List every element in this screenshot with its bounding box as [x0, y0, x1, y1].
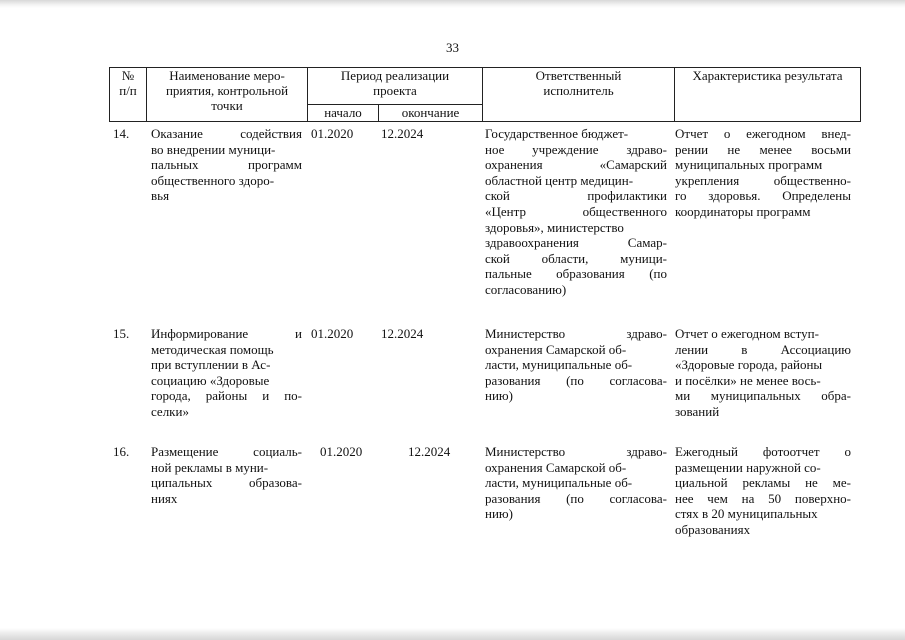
header-period: [308, 68, 483, 105]
row-result-line: зований: [675, 403, 720, 419]
row-responsible-line: ное учреждение здраво-: [485, 141, 667, 157]
row-name-line: ципальных образова-: [151, 475, 302, 491]
row-name-line: вья: [151, 188, 170, 204]
header-end: окончание: [379, 105, 483, 122]
header-num: [110, 68, 147, 122]
row-result-line: ми муниципальных обра-: [675, 388, 851, 404]
row-responsible-line: разования (по согласова-: [485, 372, 667, 388]
row-responsible-line: нию): [485, 506, 513, 522]
row-start: 01.2020: [320, 444, 363, 459]
row-name-line: Информирование и: [151, 326, 302, 341]
row-name-line: Оказание содействия: [151, 126, 302, 141]
row-result-line: муниципальных программ: [675, 157, 823, 173]
header-name: [147, 68, 308, 122]
row-responsible-line: Министерство здраво-: [485, 326, 667, 341]
row-result-line: размещении наружной со-: [675, 459, 821, 475]
row-result-line: Отчет о ежегодном внед-: [675, 126, 851, 141]
row-name-line: социацию «Здоровые: [151, 372, 270, 388]
row-responsible-line: пальные образования (по: [485, 266, 667, 282]
row-responsible-line: охранения Самарской об-: [485, 341, 627, 357]
header-name-line: приятия, контрольной: [165, 83, 289, 98]
row-result: [675, 126, 851, 220]
header-period-line: проекта: [373, 83, 417, 98]
row-name: [151, 326, 302, 420]
row-name-line: пальных программ: [151, 157, 302, 173]
row-responsible-line: областной центр медицин-: [485, 172, 634, 188]
row-result-line: циальной рекламы не ме-: [675, 475, 851, 491]
row-result: [675, 444, 851, 538]
row-responsible-line: согласованию): [485, 281, 567, 297]
row-name-line: при вступлении в Ас-: [151, 357, 271, 373]
row-name-line: селки»: [151, 403, 189, 419]
row-num: 16.: [113, 444, 130, 459]
header-start: начало: [308, 105, 379, 122]
row-result: [675, 326, 851, 420]
row-responsible-line: Государственное бюджет-: [485, 126, 629, 141]
row-name: [151, 444, 302, 506]
header-responsible: [483, 68, 675, 122]
row-result-line: Ежегодный фотоотчет о: [675, 444, 851, 459]
row-name-line: общественного здоро-: [151, 172, 275, 188]
row-responsible: [485, 326, 667, 404]
page-number: 33: [446, 40, 459, 55]
row-end: 12.2024: [381, 126, 424, 141]
header-period-line: Период реализации: [340, 68, 450, 83]
row-num: 15.: [113, 326, 130, 341]
row-end: 12.2024: [408, 444, 451, 459]
scan-edge-bottom: [0, 628, 905, 640]
header-responsible-line: исполнитель: [543, 83, 614, 98]
row-responsible: [485, 444, 667, 522]
row-responsible-line: Министерство здраво-: [485, 444, 667, 459]
header-result: [675, 68, 861, 122]
row-num: 14.: [113, 126, 130, 141]
row-responsible-line: разования (по согласова-: [485, 490, 667, 506]
row-result-line: координаторы программ: [675, 203, 811, 219]
row-responsible-line: ской области, муници-: [485, 250, 667, 266]
row-name-line: во внедрении муници-: [151, 141, 276, 157]
row-responsible-line: «Центр общественного: [485, 203, 667, 219]
row-responsible-line: ской профилактики: [485, 188, 667, 204]
header-num-line: п/п: [119, 83, 137, 98]
scan-edge-top: [0, 0, 905, 8]
row-end: 12.2024: [381, 326, 424, 341]
header-name-line: Наименование меро-: [169, 68, 285, 83]
row-result-line: рении не менее восьми: [675, 141, 851, 157]
row-name-line: ной рекламы в муни-: [151, 459, 269, 475]
row-responsible-line: ласти, муниципальные об-: [485, 357, 633, 373]
header-responsible-line: Ответственный: [535, 68, 622, 83]
row-name-line: Размещение социаль-: [151, 444, 302, 459]
row-responsible-line: охранения «Самарский: [485, 157, 667, 173]
header-num-line: №: [121, 68, 135, 83]
row-result-line: укрепления общественно-: [675, 172, 851, 188]
row-name-line: методическая помощь: [151, 341, 274, 357]
row-responsible-line: здоровья», министерство: [485, 219, 624, 235]
row-result-line: Отчет о ежегодном вступ-: [675, 326, 819, 341]
row-responsible-line: охранения Самарской об-: [485, 459, 627, 475]
row-name-line: города, районы и по-: [151, 388, 302, 404]
row-result-line: «Здоровые города, районы: [675, 357, 823, 373]
row-result-line: стях в 20 муниципальных: [675, 506, 818, 522]
row-result-line: нее чем на 50 поверхно-: [675, 490, 851, 506]
row-responsible: [485, 126, 667, 298]
row-result-line: образованиях: [675, 521, 751, 537]
table-header: [109, 67, 861, 122]
row-name-line: ниях: [151, 490, 178, 506]
row-start: 01.2020: [311, 126, 354, 141]
row-name: [151, 126, 302, 204]
row-result-line: лении в Ассоциацию: [675, 341, 851, 357]
row-responsible-line: ласти, муниципальные об-: [485, 475, 633, 491]
header-result-line: Характеристика результата: [692, 68, 843, 83]
row-responsible-line: нию): [485, 388, 513, 404]
row-responsible-line: здравоохранения Самар-: [485, 235, 667, 251]
row-result-line: и посёлки» не менее вось-: [675, 372, 821, 388]
row-start: 01.2020: [311, 326, 354, 341]
row-result-line: го здоровья. Определены: [675, 188, 851, 204]
header-name-line: точки: [211, 98, 243, 113]
